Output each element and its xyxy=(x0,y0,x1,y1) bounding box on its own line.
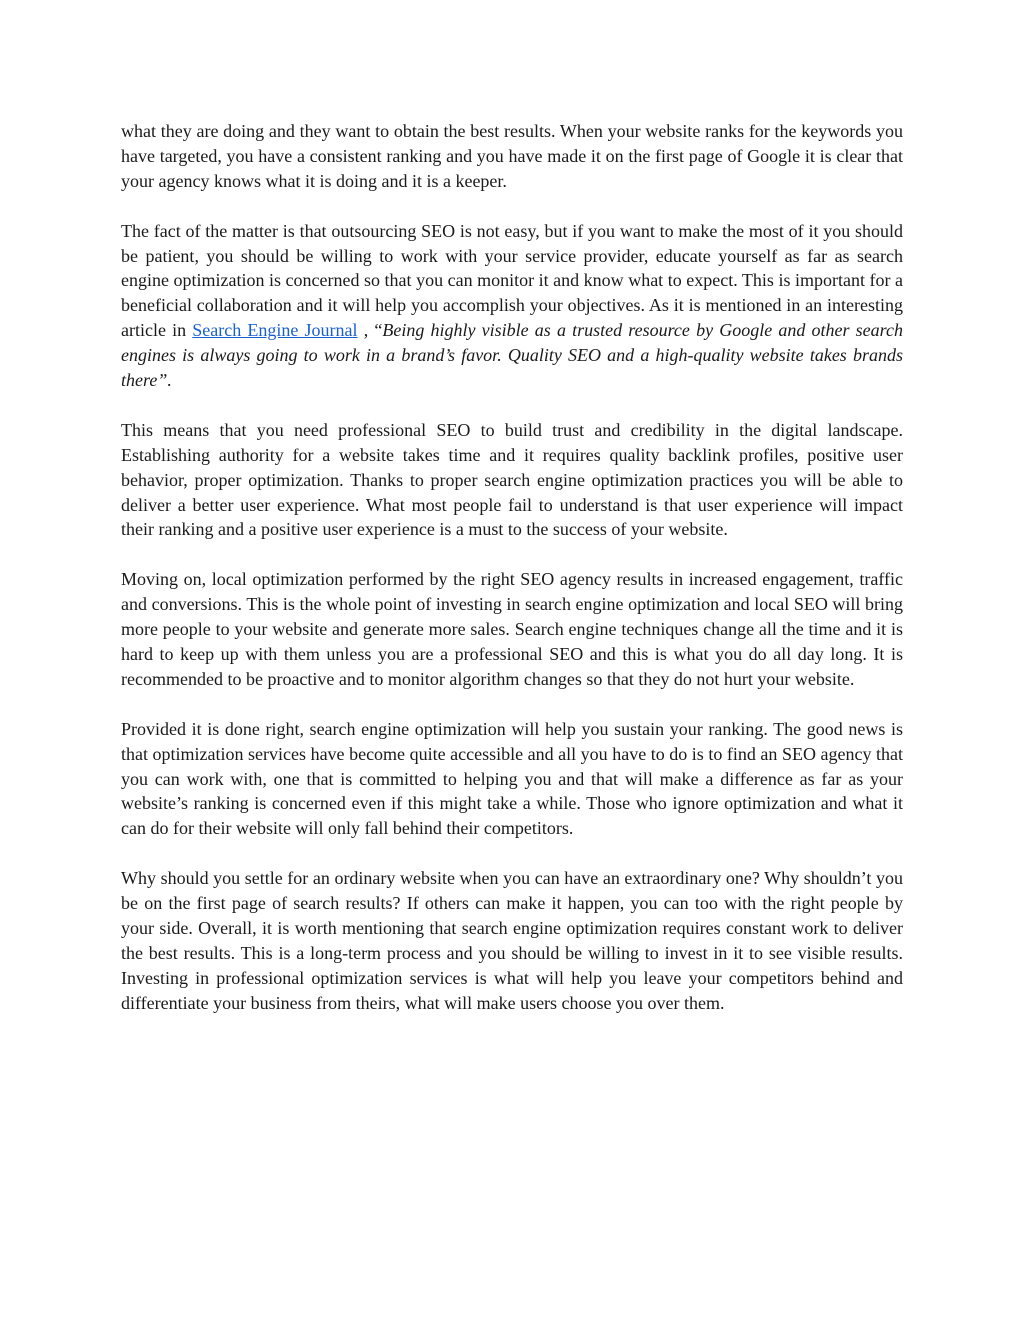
document-body xyxy=(121,119,903,1040)
paragraph-2 xyxy=(121,219,903,393)
paragraph-2-quote: Being highly visible as a trusted resource by Google and other search engines is always going to work in a brand’s favor. Quality SEO and a high-quality website takes brands there”. xyxy=(121,320,903,391)
paragraph-5: Provided it is done right, search engine optimization will help you sustain your ranking. The good news is that optimization services have become quite accessible and all you have to do is to find an SEO agency that you can work with, one that is committed to helping you and that will make a difference as far as your website’s ranking is concerned even if this might take a while. Those who ignore optimization and what it can do for their website will only fall behind their competitors. xyxy=(121,718,903,839)
paragraph-4: Moving on, local optimization performed by the right SEO agency results in increased engagement, traffic and conversions. This is the whole point of investing in search engine optimization and local SEO will bring more people to your website and generate more sales. Search engine techniques change all the time and it is hard to keep up with them unless you are a professional SEO and this is what you do all day long. It is recommended to be proactive and to monitor algorithm changes so that they do not hurt your website. xyxy=(121,569,903,689)
paragraph-6: Why should you settle for an ordinary website when you can have an extraordinary one? Why shouldn’t you be on the first page of search results? If others can make it happen, you can too with the right people by your side. Overall, it is worth mentioning that search engine optimization requires constant work to deliver the best results. This is a long-term process and you should be willing to invest in it to see visible results. Investing in professional optimization services is what will help you leave your competitors behind and differentiate your business from theirs, what will make users choose you over them. xyxy=(121,868,903,1013)
paragraph-3: This means that you need professional SEO to build trust and credibility in the digital landscape. Establishing authority for a website takes time and it requires quality backlink profiles, positive user behavior, proper optimization. Thanks to proper search engine optimization practices you will be able to deliver a better user experience. What most people fail to understand is that user experience will impact their ranking and a positive user experience is a must to the success of your website. xyxy=(121,419,903,540)
paragraph-2-punctuation: , “ xyxy=(357,320,383,341)
paragraph-2-text: The fact of the matter is that outsourcing SEO is not easy, but if you want to make the most of it you should be patient, you should be willing to work with your service provider, educate yourself as far as search engine optimization is concerned so that you can monitor it and know what to expect. This is important for a beneficial collaboration and it will help you accomplish your objectives. As it is mentioned in an interesting article in xyxy=(121,220,903,341)
search-engine-journal-link[interactable]: Search Engine Journal xyxy=(192,320,358,341)
paragraph-1: what they are doing and they want to obtain the best results. When your website ranks for the keywords you have targeted, you have a consistent ranking and you have made it on the first page of Google it is clear that your agency knows what it is doing and it is a keeper. xyxy=(121,121,903,191)
